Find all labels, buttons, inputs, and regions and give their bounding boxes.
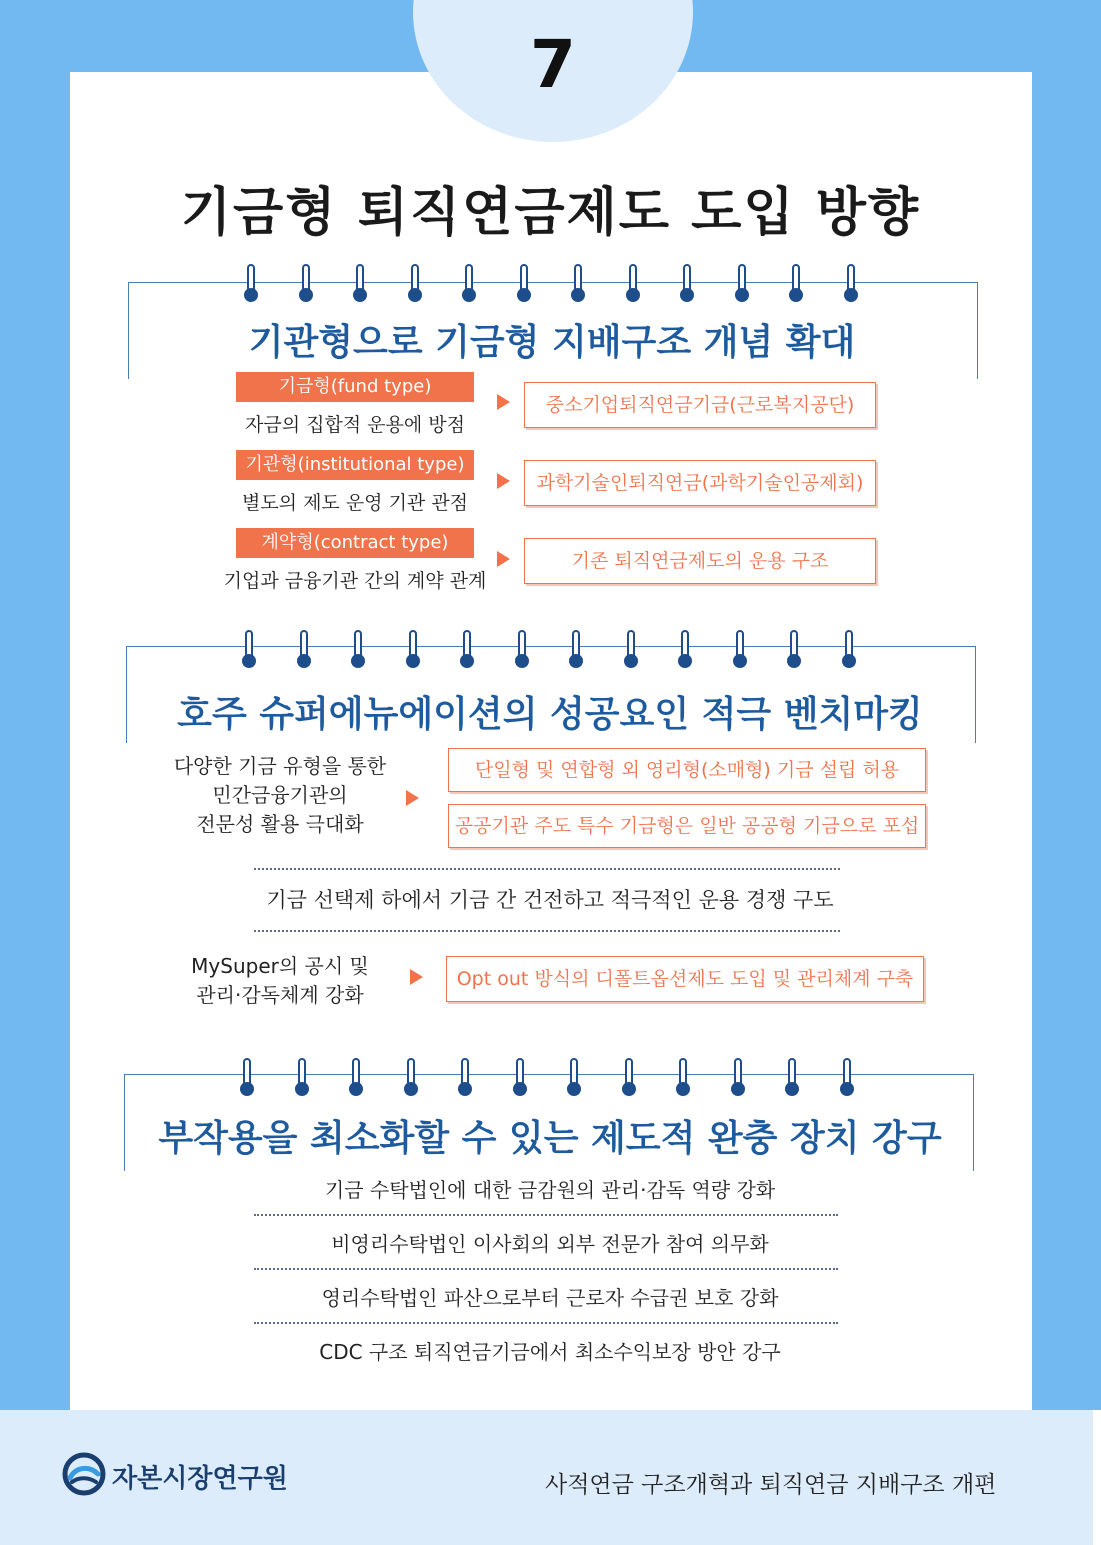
tag-fund-type: 기금형(fund type) bbox=[236, 372, 474, 402]
section1-title: 기관형으로 기금형 지배구조 개념 확대 bbox=[248, 322, 856, 363]
arrow-right-icon bbox=[497, 473, 510, 489]
binder-ring-icon bbox=[787, 630, 801, 670]
kcmi-logo-icon bbox=[62, 1452, 106, 1496]
divider bbox=[254, 868, 840, 870]
desc-line: 관리·감독체계 강화 bbox=[196, 983, 364, 1007]
binder-ring-icon bbox=[458, 1058, 472, 1098]
section2-item1-desc bbox=[160, 752, 400, 839]
binder-rings-3 bbox=[240, 1058, 860, 1102]
page-number: 7 bbox=[530, 26, 576, 103]
binder-ring-icon bbox=[406, 630, 420, 670]
section3-item: 영리수탁법인 파산으로부터 근로자 수급권 보호 강화 bbox=[321, 1286, 779, 1310]
binder-ring-icon bbox=[571, 264, 585, 304]
binder-ring-icon bbox=[735, 264, 749, 304]
arrow-right-icon bbox=[497, 394, 510, 410]
binder-ring-icon bbox=[840, 1058, 854, 1098]
binder-rings-2 bbox=[242, 630, 862, 674]
binder-ring-icon bbox=[676, 1058, 690, 1098]
binder-ring-icon bbox=[624, 630, 638, 670]
binder-ring-icon bbox=[299, 264, 313, 304]
binder-ring-icon bbox=[297, 630, 311, 670]
binder-ring-icon bbox=[622, 1058, 636, 1098]
binder-ring-icon bbox=[517, 264, 531, 304]
result-retail-fund: 단일형 및 연합형 외 영리형(소매형) 기금 설립 허용 bbox=[448, 748, 926, 792]
binder-ring-icon bbox=[240, 1058, 254, 1098]
binder-ring-icon bbox=[567, 1058, 581, 1098]
tag-contract-type: 계약형(contract type) bbox=[236, 528, 474, 558]
binder-ring-icon bbox=[244, 264, 258, 304]
binder-ring-icon bbox=[295, 1058, 309, 1098]
binder-ring-icon bbox=[515, 630, 529, 670]
arrow-right-icon bbox=[410, 969, 423, 985]
result-contract-type: 기존 퇴직연금제도의 운용 구조 bbox=[524, 538, 876, 584]
binder-ring-icon bbox=[731, 1058, 745, 1098]
document-title: 사적연금 구조개혁과 퇴직연금 지배구조 개편 bbox=[545, 1472, 997, 1498]
page-title: 기금형 퇴직연금제도 도입 방향 bbox=[180, 183, 921, 243]
binder-ring-icon bbox=[680, 264, 694, 304]
binder-ring-icon bbox=[349, 1058, 363, 1098]
binder-ring-icon bbox=[351, 630, 365, 670]
section3-title: 부작용을 최소화할 수 있는 제도적 완충 장치 강구 bbox=[158, 1118, 942, 1159]
arrow-right-icon bbox=[497, 551, 510, 567]
result-public-fund: 공공기관 주도 특수 기금형은 일반 공공형 기금으로 포섭 bbox=[448, 804, 926, 848]
divider bbox=[254, 1214, 838, 1216]
section3-item: CDC 구조 퇴직연금기금에서 최소수익보장 방안 강구 bbox=[319, 1340, 781, 1364]
binder-ring-icon bbox=[626, 264, 640, 304]
binder-ring-icon bbox=[678, 630, 692, 670]
divider bbox=[254, 1268, 838, 1270]
binder-ring-icon bbox=[404, 1058, 418, 1098]
binder-ring-icon bbox=[460, 630, 474, 670]
desc-line: 민간금융기관의 bbox=[212, 783, 348, 807]
desc-institutional-type: 별도의 제도 운영 기관 관점 bbox=[241, 492, 469, 514]
section3-item: 비영리수탁법인 이사회의 외부 전문가 참여 의무화 bbox=[331, 1232, 769, 1256]
tag-institutional-type: 기관형(institutional type) bbox=[236, 450, 474, 480]
desc-contract-type: 기업과 금융기관 간의 계약 관계 bbox=[223, 570, 487, 592]
org-name: 자본시장연구원 bbox=[112, 1464, 288, 1494]
binder-ring-icon bbox=[242, 630, 256, 670]
divider bbox=[254, 1322, 838, 1324]
result-default-option: Opt out 방식의 디폴트옵션제도 도입 및 관리체계 구축 bbox=[446, 956, 924, 1002]
binder-ring-icon bbox=[513, 1058, 527, 1098]
desc-line: 다양한 기금 유형을 통한 bbox=[173, 754, 387, 778]
section3-item: 기금 수탁법인에 대한 금감원의 관리·감독 역량 강화 bbox=[324, 1178, 776, 1202]
binder-ring-icon bbox=[462, 264, 476, 304]
section2-item3-desc bbox=[160, 952, 400, 1010]
arrow-right-icon bbox=[406, 790, 419, 806]
binder-ring-icon bbox=[789, 264, 803, 304]
binder-ring-icon bbox=[842, 630, 856, 670]
desc-line: MySuper의 공시 및 bbox=[191, 954, 369, 978]
section2-item2: 기금 선택제 하에서 기금 간 건전하고 적극적인 운용 경쟁 구도 bbox=[266, 888, 834, 912]
desc-line: 전문성 활용 극대화 bbox=[196, 812, 364, 836]
binder-ring-icon bbox=[733, 630, 747, 670]
binder-ring-icon bbox=[353, 264, 367, 304]
binder-ring-icon bbox=[408, 264, 422, 304]
section2-title: 호주 슈퍼에뉴에이션의 성공요인 적극 벤치마킹 bbox=[177, 694, 923, 735]
result-institutional-type: 과학기술인퇴직연금(과학기술인공제회) bbox=[524, 460, 876, 506]
result-fund-type: 중소기업퇴직연금기금(근로복지공단) bbox=[524, 382, 876, 428]
binder-ring-icon bbox=[569, 630, 583, 670]
binder-ring-icon bbox=[785, 1058, 799, 1098]
desc-fund-type: 자금의 집합적 운용에 방점 bbox=[244, 414, 465, 436]
binder-rings-1 bbox=[244, 264, 864, 308]
binder-ring-icon bbox=[844, 264, 858, 304]
divider bbox=[254, 930, 840, 932]
